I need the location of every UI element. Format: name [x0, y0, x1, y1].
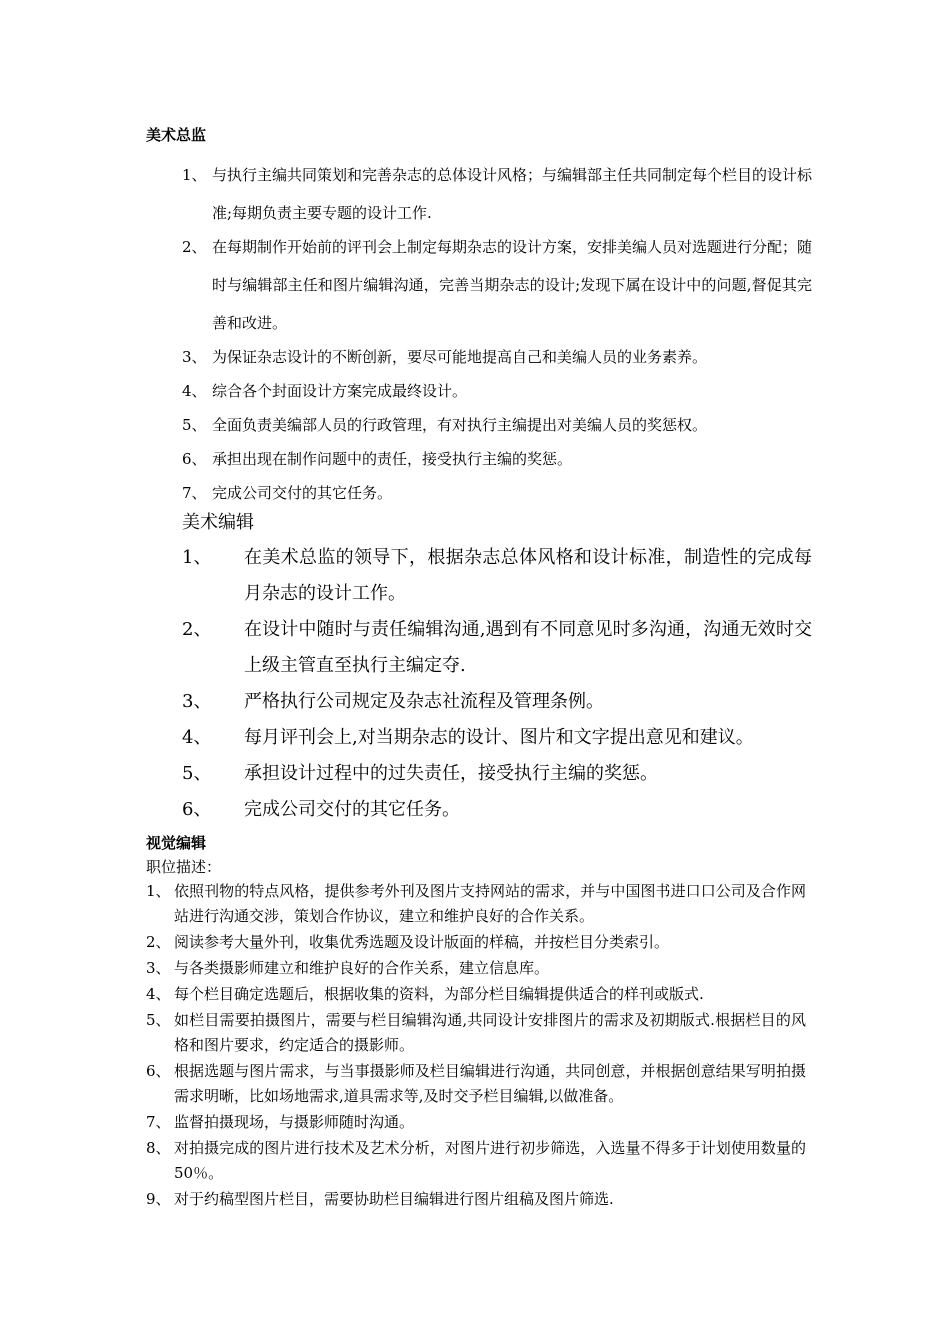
list-item — [146, 1059, 806, 1109]
list-item-text: 根据选题与图片需求，与当事摄影师及栏目编辑进行沟通，共同创意，并根据创意结果写明拍摄需求明晰，比如场地需求,道具需求等,及时交予栏目编辑,以做准备。 — [174, 1062, 806, 1105]
list-item — [182, 228, 812, 342]
list-item — [146, 1110, 806, 1135]
list-item — [182, 372, 812, 410]
list-item-text: 综合各个封面设计方案完成最终设计。 — [212, 382, 468, 400]
list-item-number: 1、 — [182, 547, 212, 568]
list-item — [146, 1187, 806, 1212]
list-item-number: 4、 — [146, 985, 171, 1003]
list-item — [146, 879, 806, 929]
list-item-number: 9、 — [146, 1190, 171, 1208]
list-item — [182, 440, 812, 478]
list-item — [182, 406, 812, 444]
list-item-text: 与各类摄影师建立和维护良好的合作关系，建立信息库。 — [174, 959, 550, 977]
list-item-text: 全面负责美编部人员的行政管理，有对执行主编提出对美编人员的奖惩权。 — [212, 416, 708, 434]
list-item — [182, 720, 812, 756]
list-item — [182, 792, 812, 828]
list-item-number: 5、 — [182, 416, 207, 434]
list-item — [146, 982, 806, 1007]
list-item-number: 2、 — [146, 933, 171, 951]
list-item-text: 对于约稿型图片栏目，需要协助栏目编辑进行图片组稿及图片筛选. — [174, 1190, 614, 1208]
list-item — [182, 540, 812, 612]
list-item-text: 在每期制作开始前的评刊会上制定每期杂志的设计方案，安排美编人员对选题进行分配；随时与编辑部主任和图片编辑沟通，完善当期杂志的设计;发现下属在设计中的问题,督促其完善和改进。 — [212, 238, 813, 332]
list-item-text: 在美术总监的领导下，根据杂志总体风格和设计标准，制造性的完成每月杂志的设计工作。 — [244, 547, 812, 604]
list-item-text: 完成公司交付的其它任务。 — [244, 799, 460, 820]
list-item-text: 每月评刊会上,对当期杂志的设计、图片和文字提出意见和建议。 — [244, 727, 754, 748]
list-item-text: 严格执行公司规定及杂志社流程及管理条例。 — [244, 691, 604, 712]
list-item — [146, 930, 806, 955]
list-item — [182, 474, 812, 512]
list-item-number: 3、 — [146, 959, 171, 977]
list-item-number: 3、 — [182, 348, 207, 366]
list-item — [146, 1136, 806, 1186]
list-item-text: 如栏目需要拍摄图片，需要与栏目编辑沟通,共同设计安排图片的需求及初期版式.根据栏目的风格和图片要求，约定适合的摄影师。 — [174, 1011, 806, 1054]
list-item-text: 在设计中随时与责任编辑沟通,遇到有不同意见时多沟通，沟通无效时交上级主管直至执行主编定夺. — [244, 619, 812, 676]
list-item-number: 5、 — [146, 1011, 171, 1029]
list-item-number: 6、 — [146, 1062, 171, 1080]
list-item-number: 2、 — [182, 619, 212, 640]
list-item-number: 6、 — [182, 799, 212, 820]
list-item-text: 依照刊物的特点风格，提供参考外刊及图片支持网站的需求，并与中国图书进口口公司及合作网站进行沟通交涉，策划合作协议，建立和维护良好的合作关系。 — [174, 882, 806, 925]
section-title-visual-editor: 视觉编辑 — [146, 834, 207, 852]
list-item-text: 承担出现在制作问题中的责任，接受执行主编的奖惩。 — [212, 450, 573, 468]
list-item-text: 完成公司交付的其它任务。 — [212, 484, 393, 502]
list-item-number: 5、 — [182, 763, 212, 784]
list-item-number: 6、 — [182, 450, 207, 468]
visual-editor-duties-list — [146, 879, 806, 1213]
list-item-text: 为保证杂志设计的不断创新，要尽可能地提高自己和美编人员的业务素养。 — [212, 348, 708, 366]
list-item-number: 7、 — [146, 1113, 171, 1131]
list-item-text: 阅读参考大量外刊，收集优秀选题及设计版面的样稿，并按栏目分类索引。 — [174, 933, 670, 951]
list-item — [182, 338, 812, 376]
list-item — [182, 756, 812, 792]
art-editor-duties-list — [182, 540, 812, 828]
section-title-art-director: 美术总监 — [146, 126, 207, 144]
list-item-number: 7、 — [182, 484, 207, 502]
list-item — [182, 612, 812, 684]
list-item — [182, 684, 812, 720]
list-item-number: 4、 — [182, 727, 212, 748]
list-item-text: 承担设计过程中的过失责任，接受执行主编的奖惩。 — [244, 763, 658, 784]
list-item — [146, 956, 806, 981]
list-item-number: 8、 — [146, 1139, 171, 1157]
list-item-text: 每个栏目确定选题后，根据收集的资料，为部分栏目编辑提供适合的样刊或版式. — [174, 985, 704, 1003]
list-item-number: 4、 — [182, 382, 207, 400]
list-item-number: 1、 — [146, 882, 171, 900]
list-item — [146, 1008, 806, 1058]
list-item-text: 对拍摄完成的图片进行技术及艺术分析，对图片进行初步筛选，入选量不得多于计划使用数量的50％。 — [174, 1139, 806, 1182]
list-item-number: 1、 — [182, 166, 207, 184]
list-item-text: 监督拍摄现场，与摄影师随时沟通。 — [174, 1113, 415, 1131]
list-item — [182, 156, 812, 232]
art-director-duties-list — [182, 156, 812, 508]
list-item-number: 3、 — [182, 691, 212, 712]
section-title-art-editor: 美术编辑 — [182, 512, 254, 533]
list-item-text: 与执行主编共同策划和完善杂志的总体设计风格；与编辑部主任共同制定每个栏目的设计标准;每期负责主要专题的设计工作. — [212, 166, 813, 222]
section-subtitle-job-description: 职位描述： — [146, 858, 222, 876]
list-item-number: 2、 — [182, 238, 207, 256]
